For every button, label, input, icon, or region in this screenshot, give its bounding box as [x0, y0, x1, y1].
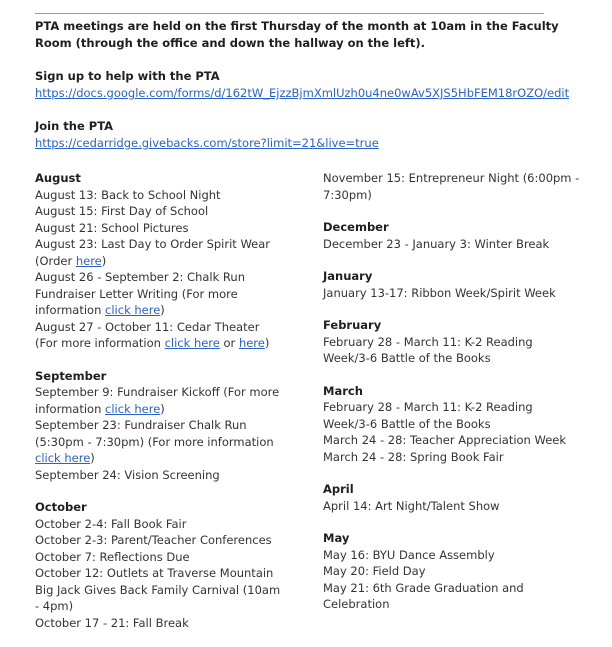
intro-section: [35, 18, 580, 168]
event-item: September 9: Fundraiser Kickoff (For more information click here): [35, 385, 280, 416]
order-here-link[interactable]: here: [75, 253, 102, 268]
event-item: October 2-4: Fall Book Fair: [35, 516, 187, 531]
event-item: March 24 - 28: Teacher Appreciation Week: [323, 433, 567, 447]
month-april: [323, 481, 581, 514]
signup-block: [35, 68, 580, 102]
month-may: [323, 530, 581, 613]
month-heading: May: [323, 531, 350, 545]
calendar-right-column: [323, 170, 581, 629]
month-november: [323, 170, 581, 203]
event-item: August 21: School Pictures: [35, 220, 189, 235]
event-item: February 28 - March 11: K-2 Reading Week/3-6 Battle of the Books: [323, 334, 533, 365]
event-item: September 23: Fundraiser Chalk Run (5:30pm - 7:30pm) (For more information click here): [35, 418, 274, 465]
event-item: May 21: 6th Grade Graduation and Celebration: [323, 580, 524, 611]
event-item: October 7: Reflections Due: [35, 549, 190, 564]
event-item: February 28 - March 11: K-2 Reading Week/3-6 Battle of the Books: [323, 400, 533, 431]
join-link[interactable]: https://cedarridge.givebacks.com/store?limit=21&live=true: [35, 136, 379, 150]
join-block: [35, 118, 580, 152]
event-item: January 13-17: Ribbon Week/Spirit Week: [323, 285, 556, 300]
here-link[interactable]: here: [238, 336, 265, 350]
month-august: [35, 170, 285, 352]
event-item: August 15: First Day of School: [35, 204, 209, 218]
click-here-link[interactable]: click here: [35, 451, 91, 465]
event-item: October 12: Outlets at Traverse Mountain Big Jack Gives Back Family Carnival (10am - 4pm): [35, 566, 281, 613]
event-item: October 17 - 21: Fall Break: [35, 615, 189, 630]
signup-link[interactable]: https://docs.google.com/forms/d/162tW_EjzzBjmXmlUzh0u4ne0wAv5XJS5HbFEM18rOZO/edit: [35, 86, 570, 100]
meeting-info: PTA meetings are held on the first Thursday of the month at 10am in the Faculty Room (through the office and down the hallway on the left).: [35, 19, 559, 50]
event-item: November 15: Entrepreneur Night (6:00pm - 7:30pm): [323, 171, 580, 202]
month-september: [35, 368, 285, 484]
month-heading: December: [323, 220, 389, 234]
signup-heading: Sign up to help with the PTA: [35, 69, 220, 83]
event-item: August 23: Last Day to Order Spirit Wear (Order here): [35, 237, 271, 268]
event-item: August 27 - October 11: Cedar Theater (For more information click here or here): [35, 319, 270, 350]
month-december: [323, 219, 581, 252]
month-heading: March: [323, 383, 363, 398]
click-here-link[interactable]: click here: [164, 336, 220, 350]
month-heading: October: [35, 500, 87, 514]
month-heading: January: [323, 269, 373, 283]
event-item: March 24 - 28: Spring Book Fair: [323, 449, 504, 464]
calendar-left-column: [35, 170, 285, 647]
event-item: April 14: Art Night/Talent Show: [323, 498, 500, 513]
event-item: August 13: Back to School Night: [35, 187, 221, 202]
month-heading: February: [323, 318, 382, 332]
month-heading: September: [35, 368, 107, 383]
event-item: August 26 - September 2: Chalk Run Fundraiser Letter Writing (For more information click here): [35, 270, 245, 317]
join-heading: Join the PTA: [35, 119, 114, 133]
click-here-link[interactable]: click here: [105, 303, 161, 317]
month-february: [323, 317, 581, 367]
month-march: [323, 383, 581, 466]
top-divider: [35, 13, 544, 14]
month-january: [323, 268, 581, 301]
month-heading: August: [35, 171, 81, 185]
month-heading: April: [323, 482, 354, 496]
event-item: May 16: BYU Dance Assembly: [323, 547, 495, 562]
click-here-link[interactable]: click here: [105, 401, 161, 416]
event-item: September 24: Vision Screening: [35, 467, 220, 482]
month-october: [35, 499, 285, 631]
event-item: December 23 - January 3: Winter Break: [323, 236, 550, 251]
event-item: May 20: Field Day: [323, 564, 426, 578]
event-item: October 2-3: Parent/Teacher Conferences: [35, 533, 272, 547]
